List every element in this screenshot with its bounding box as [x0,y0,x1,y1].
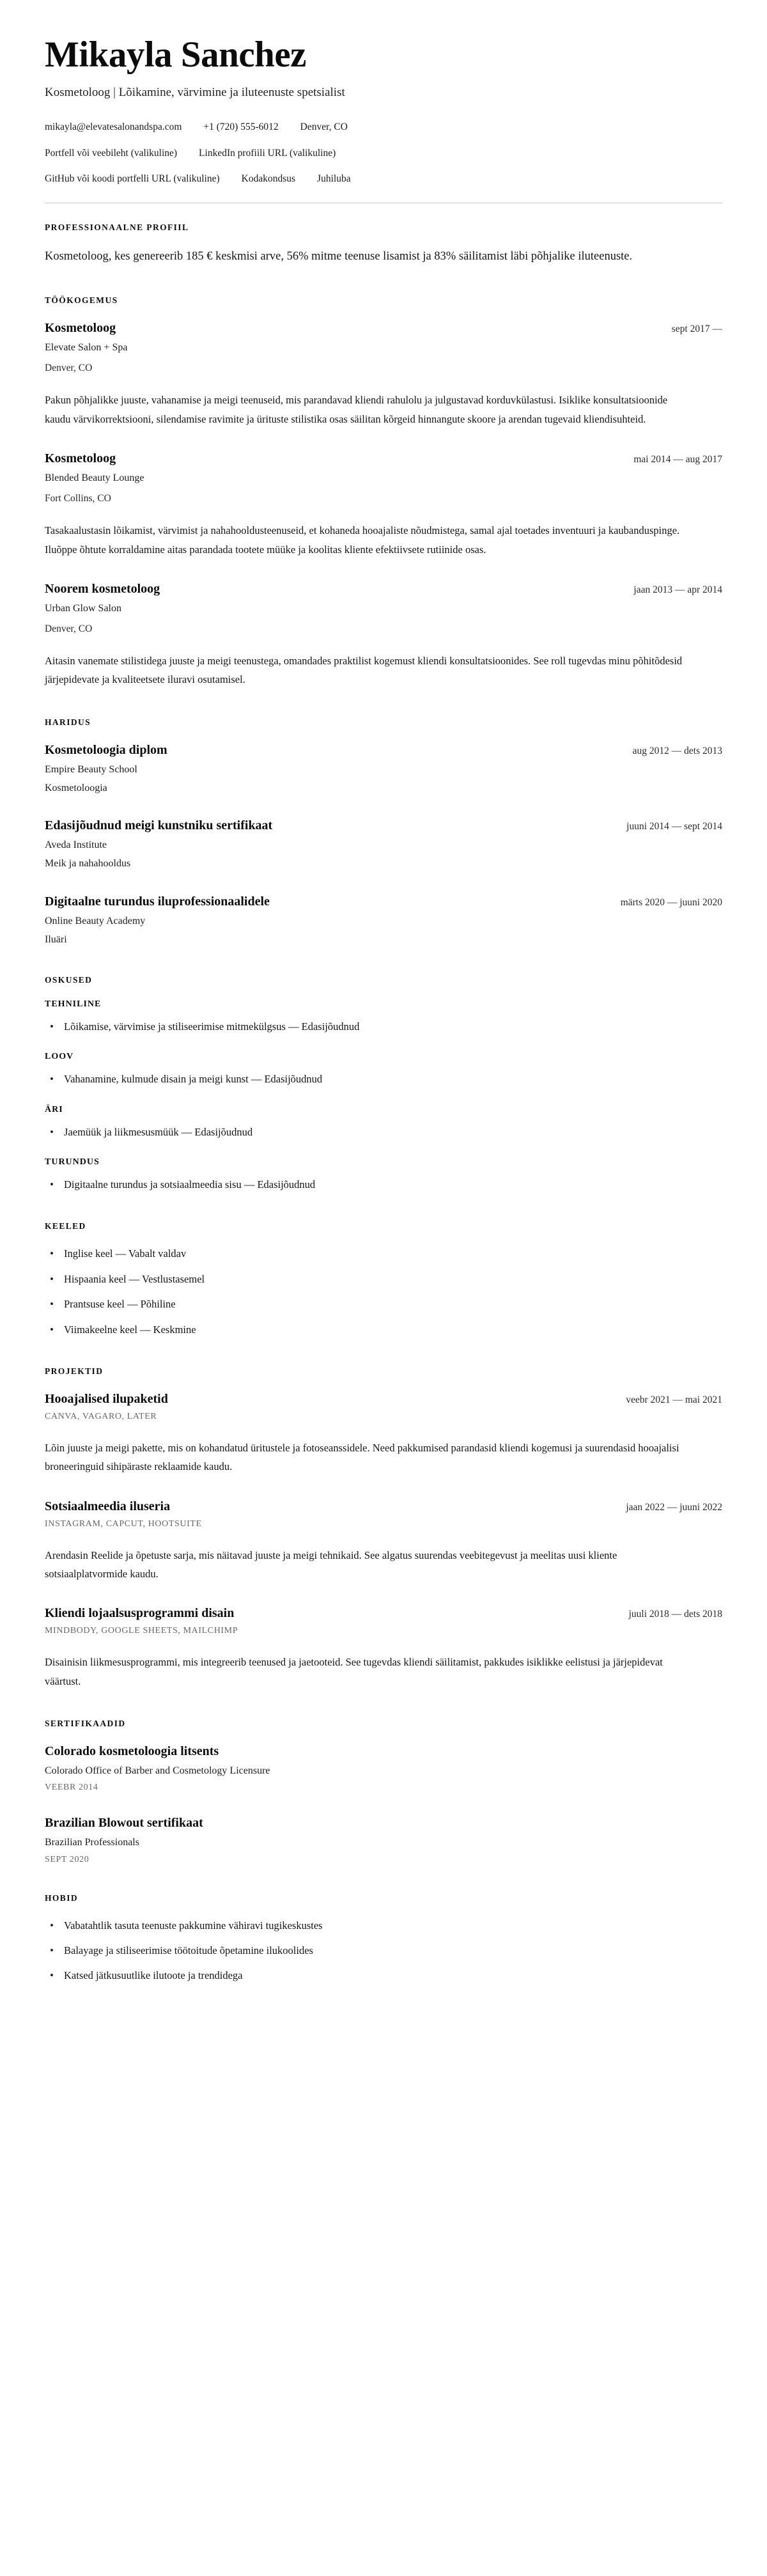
language-item: • Prantsuse keel — Põhiline [45,1296,722,1313]
project-description: Disainisin liikmesusprogrammi, mis integreerib teenused ja jaetooteid. See tugevdas kliendi säilitamist, pakkudes isiklikke eelistusi ja järjepidevat väärtust. [45,1656,663,1687]
section-hobbies [45,1893,722,1985]
section-title-experience: TÖÖKOGEMUS [45,295,118,306]
language-item: • Hispaania keel — Vestlustasemel [45,1271,722,1288]
field-of-study: Iluäri [45,933,67,945]
skill-group [45,1157,722,1193]
skill-list [45,1124,722,1141]
entry-header [45,1498,722,1515]
project-entry [45,1498,722,1584]
project-description: Lõin juuste ja meigi pakette, mis on kohandatud üritustele ja fotoseanssidele. Need pakkumised parandasid kliendi kogemusi ja suurendasid hooajalisi broneeringuid sihipäraste reklaamide kaudu. [45,1442,679,1473]
project-name: Hooajalised ilupaketid [45,1392,168,1407]
degree-name: Edasijõudnud meigi kunstniku sertifikaat [45,818,273,833]
certification-entry [45,1743,722,1793]
hobby-item: • Katsed jätkusuutlike ilutoote ja trendidega [45,1967,722,1984]
skill-list [45,1071,722,1088]
section-title-languages: KEELED [45,1221,86,1231]
profile-summary: Kosmetoloog, kes genereerib 185 € keskmisi arve, 56% mitme teenuse lisamist ja 83% säilitamist läbi põhjalike iluteenuste. [45,250,633,263]
project-tools: MINDBODY, GOOGLE SHEETS, MAILCHIMP [45,1626,238,1636]
degree-date: märts 2020 — juuni 2020 [620,896,722,908]
language-item: • Viimakeelne keel — Keskmine [45,1322,722,1338]
contact-row-links [45,146,722,160]
project-description: Arendasin Reelide ja õpetuste sarja, mis näitavad juuste ja meigi tehnikaid. See algatus suurendas veebitegevust ja meelitas uusi kliente sotsiaalplatvormide kaudu. [45,1549,617,1581]
skill-item: • Vahanamine, kulmude disain ja meigi kunst — Edasijõudnud [45,1071,722,1088]
job-description: Pakun põhjalikke juuste, vahanamise ja meigi teenuseid, mis parandavad kliendi rahulolu ja julgustavad korduvkülastusi. Isiklike konsultatsioonide kaudu värvikorrektsiooni, silendamise ravimite ja ürituste stilistika osas säilitan kõrgeid hinnangute skoore ja arendan tugevaid kliendisuhteid. [45,394,668,425]
job-date: jaan 2013 — apr 2014 [633,584,722,595]
skill-group [45,1052,722,1088]
education-entry [45,893,722,947]
skill-list [45,1019,722,1035]
entry-header [45,893,722,910]
certification-issuer: Brazilian Professionals [45,1837,139,1848]
entry-header [45,1605,722,1621]
entry-header [45,581,722,597]
experience-entry [45,450,722,559]
contact-citizenship: Kodakondsus [241,173,296,184]
project-entry [45,1605,722,1690]
section-experience [45,295,722,689]
contact-row-extra [45,171,722,186]
job-date: sept 2017 — [671,324,722,335]
skill-category: TEHNILINE [45,999,102,1009]
school-name: Aveda Institute [45,839,107,851]
contact-email[interactable]: mikayla@elevatesalonandspa.com [45,121,182,133]
education-entry [45,742,722,795]
field-of-study: Kosmetoloogia [45,782,107,793]
contact-drivers-license: Juhiluba [317,173,351,184]
section-skills [45,975,722,1194]
project-date: juuli 2018 — dets 2018 [628,1609,722,1620]
certification-name: Colorado kosmetoloogia litsents [45,1744,219,1759]
skill-list [45,1176,722,1193]
entry-header [45,320,722,336]
job-role: Kosmetoloog [45,451,116,465]
skill-item: • Digitaalne turundus ja sotsiaalmeedia sisu — Edasijõudnud [45,1176,722,1193]
section-title-education: HARIDUS [45,717,91,727]
contact-portfolio[interactable]: Portfell või veebileht (valikuline) [45,147,178,159]
degree-date: aug 2012 — dets 2013 [632,745,722,756]
language-list [45,1245,722,1338]
contact-row-primary [45,120,722,134]
skill-group [45,999,722,1035]
job-company: Urban Glow Salon [45,602,121,614]
section-languages [45,1221,722,1338]
certification-date: VEEBR 2014 [45,1783,98,1793]
project-date: veebr 2021 — mai 2021 [626,1394,722,1406]
section-projects [45,1366,722,1690]
section-title-certifications: SERTIFIKAADID [45,1719,126,1729]
job-company: Elevate Salon + Spa [45,342,128,354]
job-location: Denver, CO [45,363,93,374]
skill-item: • Lõikamise, värvimise ja stiliseerimise mitmekülgsus — Edasijõudnud [45,1019,722,1035]
experience-entry [45,320,722,428]
entry-header [45,1391,722,1407]
job-description: Tasakaalustasin lõikamist, värvimist ja nahahooldusteenuseid, et kohaneda hooajaliste nõudmistega, samal ajal toetades inventuuri ja kaubanduspinge. Iluõppe õhtute korraldamine aitas parandada tootete müüke ja koolitas kliente efektiivsete rutiinide osas. [45,524,680,556]
project-name: Kliendi lojaalsusprogrammi disain [45,1606,235,1621]
degree-date: juuni 2014 — sept 2014 [626,821,722,832]
hobby-item: • Vabatahtlik tasuta teenuste pakkumine vähiravi tugikeskustes [45,1917,722,1934]
skill-item: • Jaemüük ja liikmesusmüük — Edasijõudnud [45,1124,722,1141]
section-title-skills: OSKUSED [45,974,93,985]
entry-header [45,742,722,758]
language-item: • Inglise keel — Vabalt valdav [45,1245,722,1262]
section-title-projects: PROJEKTID [45,1366,104,1377]
skill-category: LOOV [45,1052,74,1062]
candidate-name: Mikayla Sanchez [45,35,306,75]
skill-group [45,1105,722,1141]
section-title-profile: PROFESSIONAALNE PROFIIL [45,222,189,233]
job-date: mai 2014 — aug 2017 [633,453,722,465]
certification-issuer: Colorado Office of Barber and Cosmetology Licensure [45,1765,270,1777]
project-tools: CANVA, VAGARO, LATER [45,1412,157,1422]
school-name: Empire Beauty School [45,763,137,775]
skill-category: ÄRI [45,1104,63,1114]
experience-entry [45,581,722,689]
field-of-study: Meik ja nahahooldus [45,858,131,870]
job-role: Kosmetoloog [45,321,116,336]
school-name: Online Beauty Academy [45,915,146,926]
certification-date: SEPT 2020 [45,1854,89,1864]
project-name: Sotsiaalmeedia iluseria [45,1499,171,1513]
candidate-headline: Kosmetoloog | Lõikamine, värvimine ja iluteenuste spetsialist [45,85,345,99]
hobby-list [45,1917,722,1985]
entry-header [45,450,722,467]
section-certifications [45,1719,722,1864]
contact-github[interactable]: GitHub või koodi portfelli URL (valikuline) [45,173,220,184]
contact-phone[interactable]: +1 (720) 555-6012 [203,121,279,133]
project-tools: INSTAGRAM, CAPCUT, HOOTSUITE [45,1518,202,1529]
degree-name: Digitaalne turundus iluprofessionaalidele [45,894,270,909]
section-title-hobbies: HOBID [45,1893,79,1903]
hobby-item: • Balayage ja stiliseerimise töötoitude õpetamine ilukoolides [45,1942,722,1959]
job-company: Blended Beauty Lounge [45,472,144,483]
job-description: Aitasin vanemate stilistidega juuste ja meigi teenustega, omandades praktilist kogemust kliendi konsultatsioonides. See roll tugevdas minu põhitõdesid järjepidevate ja kvaliteetsete iluravi osutamisel. [45,655,683,686]
resume-header [45,36,722,186]
contact-linkedin[interactable]: LinkedIn profiili URL (valikuline) [199,147,336,159]
project-date: jaan 2022 — juuni 2022 [626,1501,722,1513]
certification-name: Brazilian Blowout sertifikaat [45,1816,203,1831]
degree-name: Kosmetoloogia diplom [45,742,167,757]
skill-category: TURUNDUS [45,1157,100,1167]
job-location: Denver, CO [45,623,93,635]
job-location: Fort Collins, CO [45,493,111,504]
section-profile [45,222,722,267]
education-entry [45,817,722,871]
contact-location: Denver, CO [300,121,348,133]
certification-entry [45,1815,722,1864]
project-entry [45,1391,722,1476]
entry-header [45,817,722,834]
job-role: Noorem kosmetoloog [45,581,160,596]
section-education [45,717,722,947]
